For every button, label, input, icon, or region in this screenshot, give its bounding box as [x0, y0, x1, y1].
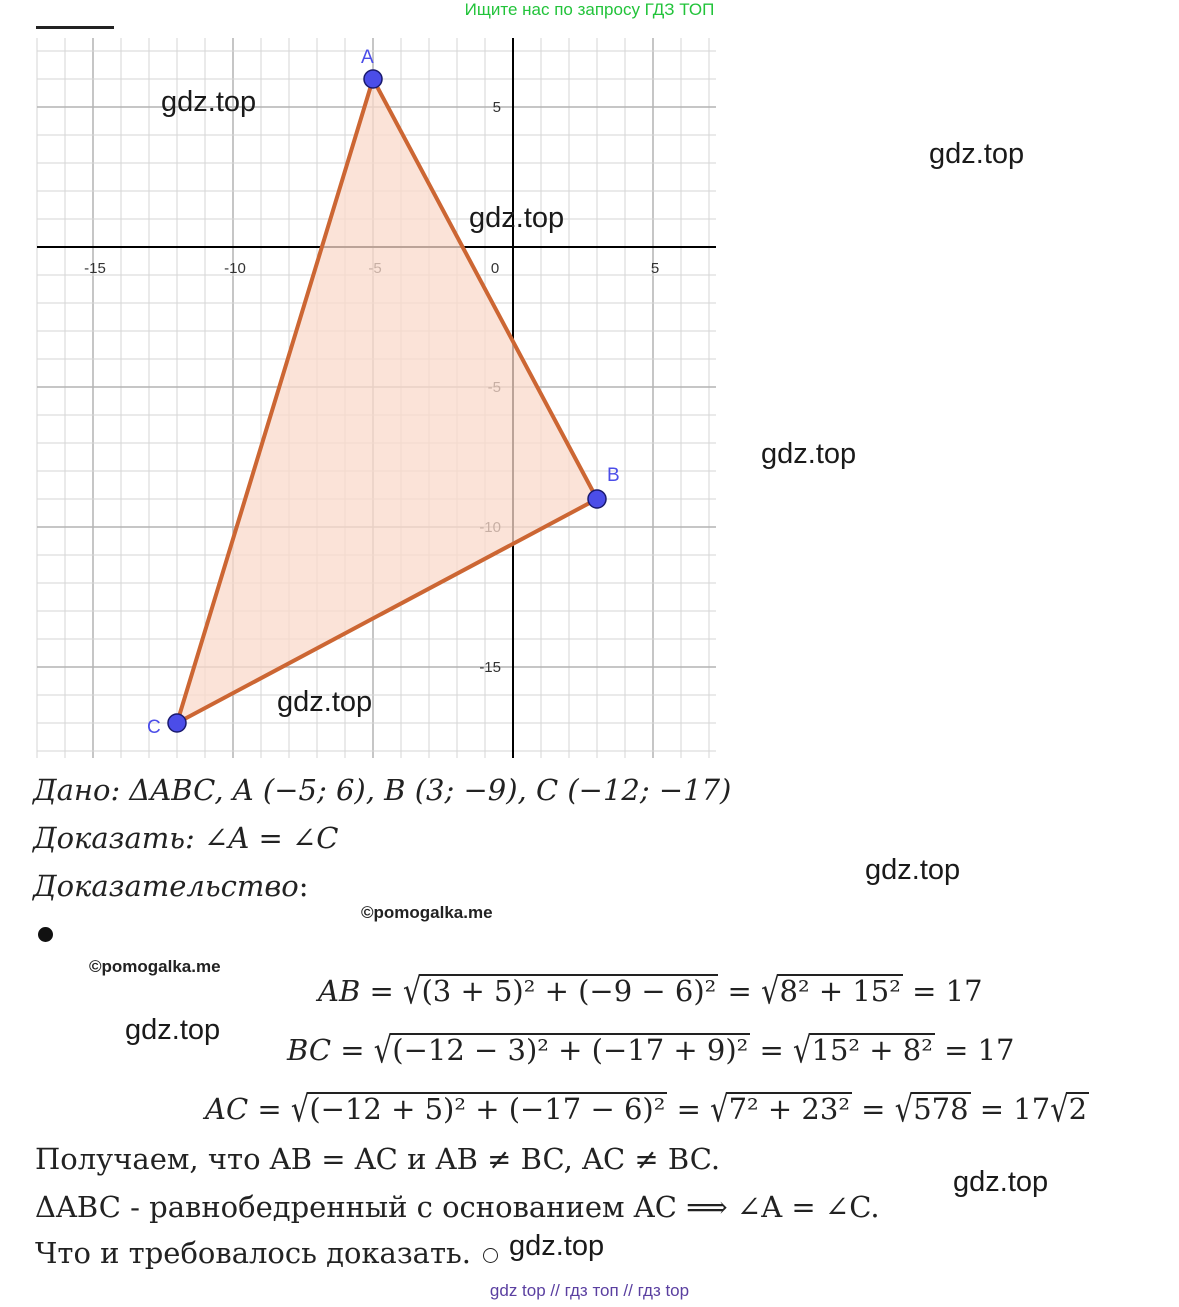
y-tick-label: 5 [492, 99, 501, 116]
point-label-c: C [147, 717, 161, 738]
proof-line [33, 869, 309, 903]
given-text: : ΔABC, A (−5; 6), B (3; −9), C (−12; −17) [110, 773, 732, 807]
point-c [168, 714, 186, 732]
x-tick-label: -10 [224, 260, 246, 277]
x-tick-label: 0 [490, 260, 500, 277]
result-line-1: Получаем, что AB = AC и AB ≠ BC, AC ≠ BC. [35, 1142, 721, 1176]
sqrt-icon: √ [761, 969, 780, 1013]
eq-ab-radicand: (3 + 5)² + (−9 − 6)² [421, 974, 717, 1008]
result-line-2: ΔABC - равнобедренный с основанием AC ⟹ ∠A = ∠C. [35, 1190, 880, 1224]
watermark: gdz.top [953, 1166, 1049, 1198]
point-label-a: A [361, 47, 374, 68]
equation-bc [287, 1028, 1015, 1072]
copyright-mark: ©pomogalka.me [361, 903, 493, 922]
eq-ac-radicand2: 7² + 23² [728, 1092, 850, 1126]
result-line-3 [35, 1236, 498, 1270]
eq-ab-result: = 17 [902, 974, 983, 1008]
eq-bc-result: = 17 [934, 1033, 1015, 1067]
bullet-point [38, 927, 53, 942]
watermark: gdz.top [277, 686, 373, 718]
point-b [588, 490, 606, 508]
given-label: Дано [33, 773, 111, 807]
given-line [33, 773, 731, 807]
proof-label: Доказательство [33, 869, 299, 903]
sqrt-icon: √ [793, 1028, 812, 1072]
proof-colon: : [298, 869, 309, 903]
footer-links[interactable]: gdz top // гдз топ // гдз top [489, 1281, 690, 1300]
sqrt-icon: √ [373, 1028, 393, 1072]
point-a [364, 70, 382, 88]
x-tick-label: -15 [84, 260, 106, 277]
eq-bc-radicand2: 15² + 8² [811, 1033, 933, 1067]
watermark: gdz.top [865, 854, 961, 886]
watermark: gdz.top [161, 86, 257, 118]
watermark: gdz.top [125, 1014, 221, 1046]
y-tick-label: -15 [479, 659, 501, 676]
eq-bc-mid: = [750, 1033, 794, 1067]
top-rule [36, 26, 114, 29]
eq-ac-result: = 17 [970, 1092, 1051, 1126]
sqrt-icon: √ [710, 1087, 729, 1131]
prove-line [33, 821, 339, 855]
point-label-b: B [607, 465, 620, 486]
prove-text: ∠A = ∠C [194, 821, 339, 855]
sqrt-icon: √ [403, 969, 422, 1013]
eq-ac-mid: = [667, 1092, 711, 1126]
copyright-mark: ©pomogalka.me [89, 957, 221, 976]
eq-ab-radicand2: 8² + 15² [779, 974, 901, 1008]
eq-ac-radicand3: 578 [913, 1092, 969, 1126]
eq-bc-radicand: (−12 − 3)² + (−17 + 9)² [392, 1033, 749, 1067]
sqrt-icon: √ [1050, 1087, 1069, 1131]
eq-ac-lhs: AC = [205, 1092, 291, 1126]
coordinate-graph [0, 30, 760, 770]
sqrt-icon: √ [894, 1087, 914, 1131]
sqrt-icon: √ [290, 1087, 310, 1131]
search-banner[interactable]: Ищите нас по запросу ГДЗ ТОП [464, 0, 715, 19]
conclusion-text: Что и требовалось доказать. [35, 1236, 472, 1270]
eq-bc-lhs: BC = [287, 1033, 374, 1067]
watermark: gdz.top [929, 138, 1025, 170]
prove-label: Доказать: [33, 821, 195, 855]
eq-ab-lhs: AB = [318, 974, 403, 1008]
x-tick-label: 5 [650, 260, 660, 277]
eq-ac-radicand: (−12 + 5)² + (−17 − 6)² [309, 1092, 666, 1126]
end-of-proof-icon [483, 1248, 498, 1263]
watermark: gdz.top [469, 202, 565, 234]
eq-ac-mid2: = [851, 1092, 895, 1126]
watermark: gdz.top [509, 1230, 605, 1262]
equation-ac [205, 1087, 1089, 1131]
eq-ab-mid: = [718, 974, 762, 1008]
equation-ab [318, 969, 983, 1013]
eq-ac-radicand4: 2 [1068, 1092, 1088, 1126]
triangle-abc [177, 79, 597, 723]
watermark: gdz.top [761, 438, 857, 470]
